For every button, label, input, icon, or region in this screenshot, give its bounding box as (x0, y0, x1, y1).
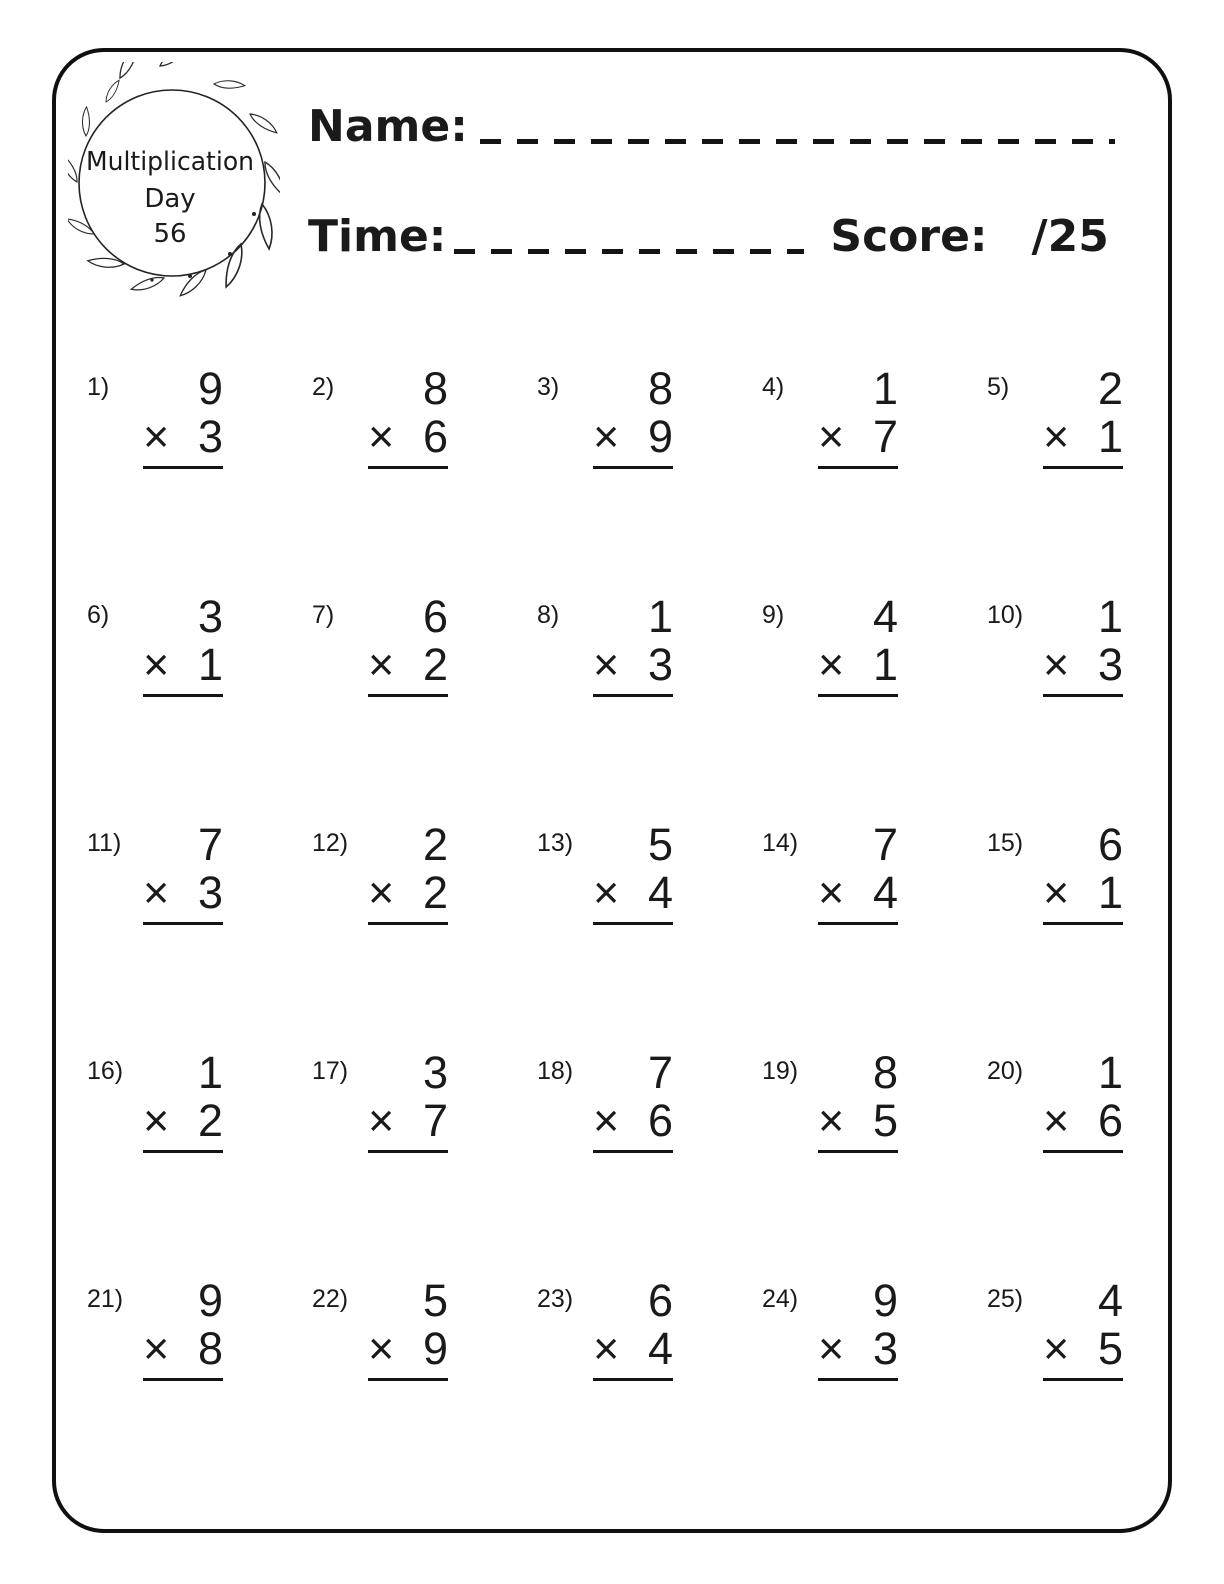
problem-bottom-operand: 1 (1097, 867, 1123, 918)
problem-cell[interactable] (985, 361, 1210, 589)
problem-cell[interactable] (535, 1273, 760, 1501)
answer-line (818, 1150, 898, 1153)
problem-number: 22) (312, 1285, 349, 1313)
problem-body (985, 365, 1123, 469)
problem-bottom-row (818, 1097, 898, 1145)
multiply-icon: × (1043, 411, 1070, 462)
score-label: Score: (830, 211, 988, 262)
problem-number: 24) (762, 1285, 799, 1313)
problem-bottom-row (593, 413, 673, 461)
problem-body (760, 1277, 898, 1381)
problem-cell[interactable] (760, 1045, 985, 1273)
answer-line (368, 466, 448, 469)
problem-top-operand: 5 (422, 1275, 448, 1326)
problem-number: 9) (762, 601, 785, 629)
problem-top-operand: 9 (197, 1275, 223, 1326)
problem-top-operand: 3 (197, 591, 223, 642)
multiply-icon: × (368, 639, 395, 690)
name-label: Name: (308, 101, 468, 152)
answer-line (1043, 922, 1123, 925)
multiply-icon: × (818, 1323, 845, 1374)
name-blank-line[interactable] (480, 139, 1115, 144)
problem-bottom-operand: 5 (872, 1095, 898, 1146)
problem-bottom-row (143, 413, 223, 461)
multiply-icon: × (143, 867, 170, 918)
answer-line (1043, 466, 1123, 469)
multiply-icon: × (818, 639, 845, 690)
problem-top-operand: 8 (422, 363, 448, 414)
problem-number: 20) (987, 1057, 1024, 1085)
problem-top-operand: 4 (1097, 1275, 1123, 1326)
problem-top-operand: 1 (1097, 1047, 1123, 1098)
problem-bottom-row (593, 641, 673, 689)
problem-bottom-row (1043, 641, 1123, 689)
problem-top-operand: 7 (872, 819, 898, 870)
problem-bottom-operand: 8 (197, 1323, 223, 1374)
problem-top-operand: 4 (872, 591, 898, 642)
wreath-logo (68, 62, 280, 310)
multiply-icon: × (818, 867, 845, 918)
problem-number: 14) (762, 829, 799, 857)
problem-bottom-row (143, 1097, 223, 1145)
answer-line (1043, 694, 1123, 697)
problem-bottom-operand: 3 (197, 411, 223, 462)
problem-body (985, 593, 1123, 697)
problem-top-operand: 1 (647, 591, 673, 642)
multiply-icon: × (1043, 1095, 1070, 1146)
problem-top-operand: 6 (1097, 819, 1123, 870)
problem-bottom-row (1043, 413, 1123, 461)
problem-bottom-row (1043, 869, 1123, 917)
multiply-icon: × (593, 867, 620, 918)
problem-number: 19) (762, 1057, 799, 1085)
problem-number: 1) (87, 373, 110, 401)
problem-bottom-operand: 5 (1097, 1323, 1123, 1374)
multiply-icon: × (143, 639, 170, 690)
problem-body (985, 1277, 1123, 1381)
problem-body (535, 1049, 673, 1153)
answer-line (143, 694, 223, 697)
multiply-icon: × (143, 1323, 170, 1374)
problem-bottom-operand: 6 (1097, 1095, 1123, 1146)
problem-top-operand: 1 (1097, 591, 1123, 642)
problem-cell[interactable] (535, 361, 760, 589)
multiply-icon: × (368, 411, 395, 462)
problem-bottom-operand: 2 (422, 867, 448, 918)
problem-body (310, 1277, 448, 1381)
problem-bottom-operand: 3 (647, 639, 673, 690)
problem-bottom-row (368, 1325, 448, 1373)
answer-line (1043, 1378, 1123, 1381)
problem-bottom-operand: 9 (647, 411, 673, 462)
problem-body (310, 1049, 448, 1153)
problem-bottom-row (818, 869, 898, 917)
problem-cell[interactable] (985, 1273, 1210, 1501)
answer-line (368, 922, 448, 925)
answer-line (593, 1150, 673, 1153)
multiply-icon: × (593, 411, 620, 462)
problem-bottom-operand: 4 (872, 867, 898, 918)
time-blank-line[interactable] (454, 249, 804, 254)
problem-bottom-operand: 3 (872, 1323, 898, 1374)
problem-cell[interactable] (85, 817, 310, 1045)
problem-top-operand: 1 (872, 363, 898, 414)
multiply-icon: × (1043, 1323, 1070, 1374)
problem-top-operand: 1 (197, 1047, 223, 1098)
logo-subtitle: Day (144, 184, 196, 214)
problem-top-operand: 8 (872, 1047, 898, 1098)
problem-bottom-operand: 1 (1097, 411, 1123, 462)
problem-bottom-row (1043, 1097, 1123, 1145)
problem-bottom-operand: 3 (197, 867, 223, 918)
problem-number: 21) (87, 1285, 124, 1313)
multiply-icon: × (143, 1095, 170, 1146)
problem-top-operand: 2 (1097, 363, 1123, 414)
problem-number: 8) (537, 601, 560, 629)
problem-number: 17) (312, 1057, 349, 1085)
problem-top-operand: 3 (422, 1047, 448, 1098)
problem-number: 13) (537, 829, 574, 857)
answer-line (593, 922, 673, 925)
answer-line (143, 922, 223, 925)
problem-body (85, 1049, 223, 1153)
problem-top-operand: 5 (647, 819, 673, 870)
problem-body (985, 1049, 1123, 1153)
problem-number: 11) (87, 829, 122, 857)
problem-cell[interactable] (985, 589, 1210, 817)
problem-cell[interactable] (535, 817, 760, 1045)
problem-bottom-operand: 7 (422, 1095, 448, 1146)
problem-top-operand: 7 (647, 1047, 673, 1098)
problem-bottom-operand: 3 (1097, 639, 1123, 690)
problem-body (85, 593, 223, 697)
problem-body (310, 365, 448, 469)
problem-bottom-row (143, 869, 223, 917)
answer-line (143, 1378, 223, 1381)
problem-number: 4) (762, 373, 785, 401)
problem-body (760, 821, 898, 925)
problem-bottom-row (593, 869, 673, 917)
problem-number: 10) (987, 601, 1024, 629)
answer-line (368, 1150, 448, 1153)
problem-top-operand: 6 (422, 591, 448, 642)
problem-bottom-row (818, 413, 898, 461)
problem-bottom-operand: 1 (872, 639, 898, 690)
problem-cell[interactable] (310, 589, 535, 817)
problem-cell[interactable] (85, 1273, 310, 1501)
multiply-icon: × (593, 1095, 620, 1146)
problem-bottom-row (818, 641, 898, 689)
problem-number: 16) (87, 1057, 124, 1085)
problem-number: 18) (537, 1057, 574, 1085)
answer-line (143, 466, 223, 469)
problem-bottom-row (368, 413, 448, 461)
time-score-row (308, 210, 1109, 264)
problem-number: 3) (537, 373, 560, 401)
problem-bottom-row (368, 1097, 448, 1145)
problem-cell[interactable] (985, 1045, 1210, 1273)
answer-line (818, 466, 898, 469)
problem-cell[interactable] (760, 817, 985, 1045)
problem-number: 7) (312, 601, 335, 629)
problem-bottom-operand: 6 (422, 411, 448, 462)
problem-body (535, 821, 673, 925)
problem-body (85, 1277, 223, 1381)
problem-cell[interactable] (310, 1045, 535, 1273)
time-label: Time: (308, 211, 447, 262)
multiply-icon: × (818, 411, 845, 462)
problem-cell[interactable] (310, 1273, 535, 1501)
answer-line (1043, 1150, 1123, 1153)
answer-line (368, 694, 448, 697)
multiply-icon: × (818, 1095, 845, 1146)
problem-top-operand: 7 (197, 819, 223, 870)
problem-number: 23) (537, 1285, 574, 1313)
problem-body (310, 821, 448, 925)
problem-cell[interactable] (760, 589, 985, 817)
problem-bottom-operand: 7 (872, 411, 898, 462)
answer-line (368, 1378, 448, 1381)
problem-body (535, 593, 673, 697)
answer-line (818, 922, 898, 925)
answer-line (593, 1378, 673, 1381)
problem-cell[interactable] (985, 817, 1210, 1045)
problem-bottom-operand: 2 (197, 1095, 223, 1146)
problem-bottom-row (368, 641, 448, 689)
problem-body (760, 365, 898, 469)
multiply-icon: × (1043, 867, 1070, 918)
problem-bottom-row (818, 1325, 898, 1373)
problem-body (85, 365, 223, 469)
problem-body (535, 365, 673, 469)
logo-number: 56 (153, 219, 187, 249)
problem-body (85, 821, 223, 925)
problem-bottom-operand: 4 (647, 867, 673, 918)
problem-cell[interactable] (535, 1045, 760, 1273)
problem-bottom-row (593, 1325, 673, 1373)
multiply-icon: × (593, 1323, 620, 1374)
multiply-icon: × (368, 867, 395, 918)
multiply-icon: × (593, 639, 620, 690)
problem-bottom-operand: 2 (422, 639, 448, 690)
multiply-icon: × (368, 1323, 395, 1374)
problem-body (760, 1049, 898, 1153)
problem-bottom-operand: 9 (422, 1323, 448, 1374)
problem-bottom-operand: 1 (197, 639, 223, 690)
problem-bottom-row (593, 1097, 673, 1145)
problem-cell[interactable] (760, 361, 985, 589)
problem-top-operand: 6 (647, 1275, 673, 1326)
problem-bottom-operand: 4 (647, 1323, 673, 1374)
problem-bottom-row (1043, 1325, 1123, 1373)
problem-bottom-row (368, 869, 448, 917)
logo-title: Multiplication (86, 147, 254, 177)
problem-number: 5) (987, 373, 1010, 401)
wreath-icon (68, 62, 280, 310)
problem-cell[interactable] (760, 1273, 985, 1501)
score-value: /25 (1031, 211, 1109, 262)
problem-body (535, 1277, 673, 1381)
problem-top-operand: 9 (197, 363, 223, 414)
problem-body (760, 593, 898, 697)
problem-top-operand: 2 (422, 819, 448, 870)
answer-line (143, 1150, 223, 1153)
answer-line (818, 1378, 898, 1381)
problem-number: 25) (987, 1285, 1024, 1313)
multiply-icon: × (143, 411, 170, 462)
problem-bottom-operand: 6 (647, 1095, 673, 1146)
problems-grid (85, 361, 1210, 1501)
name-row (308, 100, 1115, 154)
problem-cell[interactable] (535, 589, 760, 817)
problem-body (985, 821, 1123, 925)
problem-number: 15) (987, 829, 1024, 857)
problem-cell[interactable] (310, 361, 535, 589)
problem-cell[interactable] (85, 361, 310, 589)
problem-bottom-row (143, 1325, 223, 1373)
problem-cell[interactable] (310, 817, 535, 1045)
problem-top-operand: 8 (647, 363, 673, 414)
multiply-icon: × (1043, 639, 1070, 690)
problem-body (310, 593, 448, 697)
problem-number: 2) (312, 373, 335, 401)
problem-top-operand: 9 (872, 1275, 898, 1326)
problem-cell[interactable] (85, 589, 310, 817)
problem-number: 6) (87, 601, 110, 629)
multiply-icon: × (368, 1095, 395, 1146)
answer-line (818, 694, 898, 697)
answer-line (593, 466, 673, 469)
problem-cell[interactable] (85, 1045, 310, 1273)
problem-number: 12) (312, 829, 349, 857)
answer-line (593, 694, 673, 697)
problem-bottom-row (143, 641, 223, 689)
